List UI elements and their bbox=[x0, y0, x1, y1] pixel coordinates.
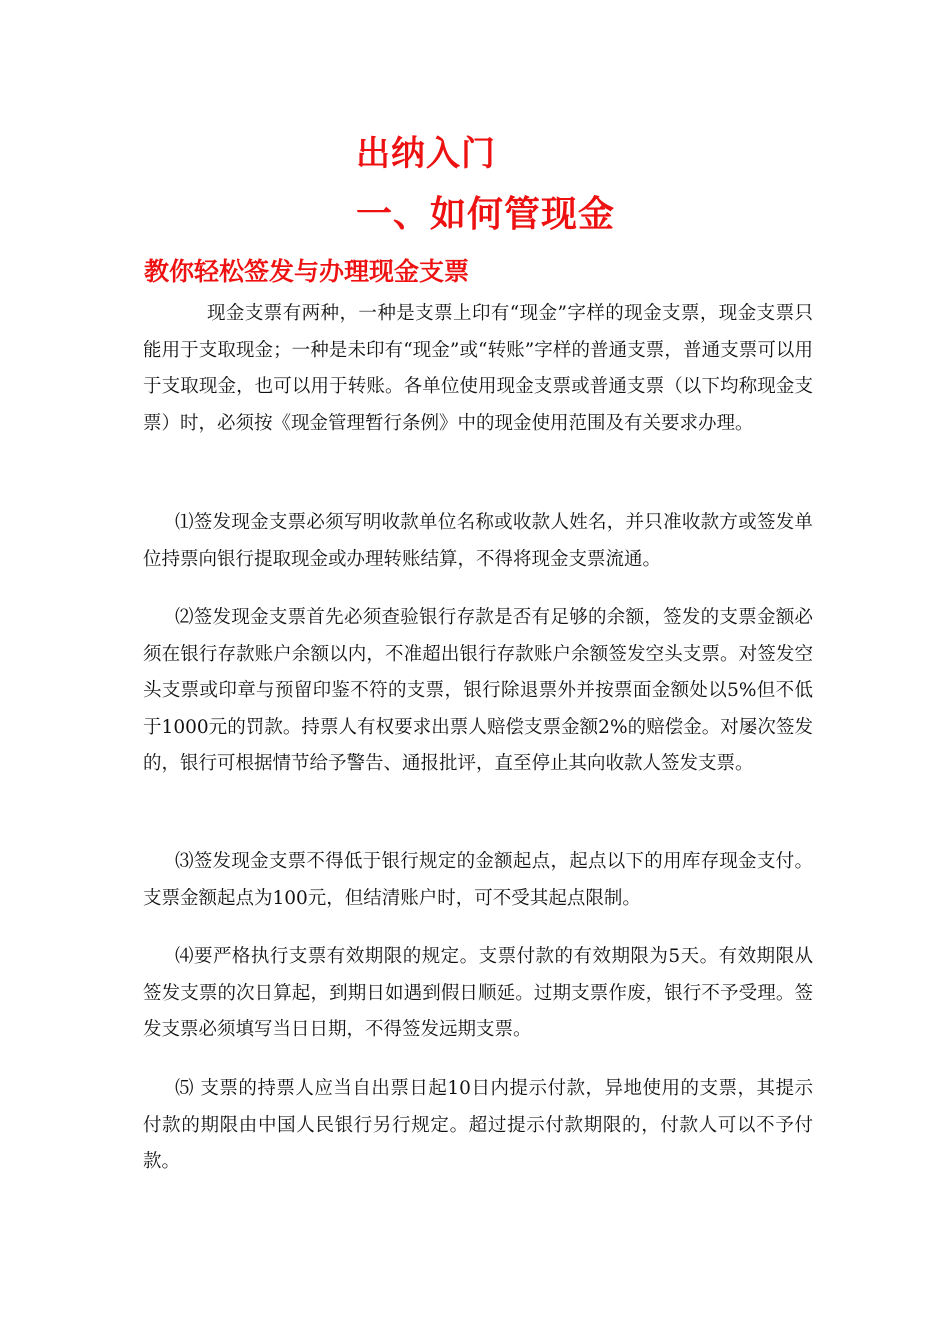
page-subtitle: 一、如何管现金 bbox=[356, 194, 616, 235]
rule-paragraph-1: ⑴签发现金支票必须写明收款单位名称或收款人姓名，并只准收款方或签发单位持票向银行提取现金或办理转账结算，不得将现金支票流通。 bbox=[143, 512, 813, 570]
rule-paragraph-4: ⑷要严格执行支票有效期限的规定。支票付款的有效期限为5天。有效期限从签发支票的次日算起，到期日如遇到假日顺延。过期支票作废，银行不予受理。签发支票必须填写当日日期，不得签发远期支票。 bbox=[143, 946, 813, 1040]
intro-paragraph: 现金支票有两种，一种是支票上印有“现金”字样的现金支票，现金支票只能用于支取现金；一种是未印有“现金”或“转账”字样的普通支票，普通支票可以用于支取现金，也可以用于转账。各单位使用现金支票或普通支票（以下均称现金支票）时，必须按《现金管理暂行条例》中的现金使用范围及有关要求办理。 bbox=[143, 303, 813, 434]
rule-paragraph-3: ⑶签发现金支票不得低于银行规定的金额起点，起点以下的用库存现金支付。支票金额起点为100元，但结清账户时，可不受其起点限制。 bbox=[143, 851, 813, 909]
page-title: 出纳入门 bbox=[356, 134, 496, 174]
section-heading: 教你轻松签发与办理现金支票 bbox=[144, 257, 470, 286]
rule-paragraph-2: ⑵签发现金支票首先必须查验银行存款是否有足够的余额，签发的支票金额必须在银行存款账户余额以内，不准超出银行存款账户余额签发空头支票。对签发空头支票或印章与预留印鉴不符的支票，银行除退票外并按票面金额处以5%但不低于1000元的罚款。持票人有权要求出票人赔偿支票金额2%的赔偿金。对屡次签发的，银行可根据情节给予警告、通报批评，直至停止其向收款人签发支票。 bbox=[143, 607, 813, 774]
rule-paragraph-5: ⑸ 支票的持票人应当自出票日起10日内提示付款，异地使用的支票，其提示付款的期限由中国人民银行另行规定。超过提示付款期限的，付款人可以不予付款。 bbox=[143, 1078, 813, 1172]
